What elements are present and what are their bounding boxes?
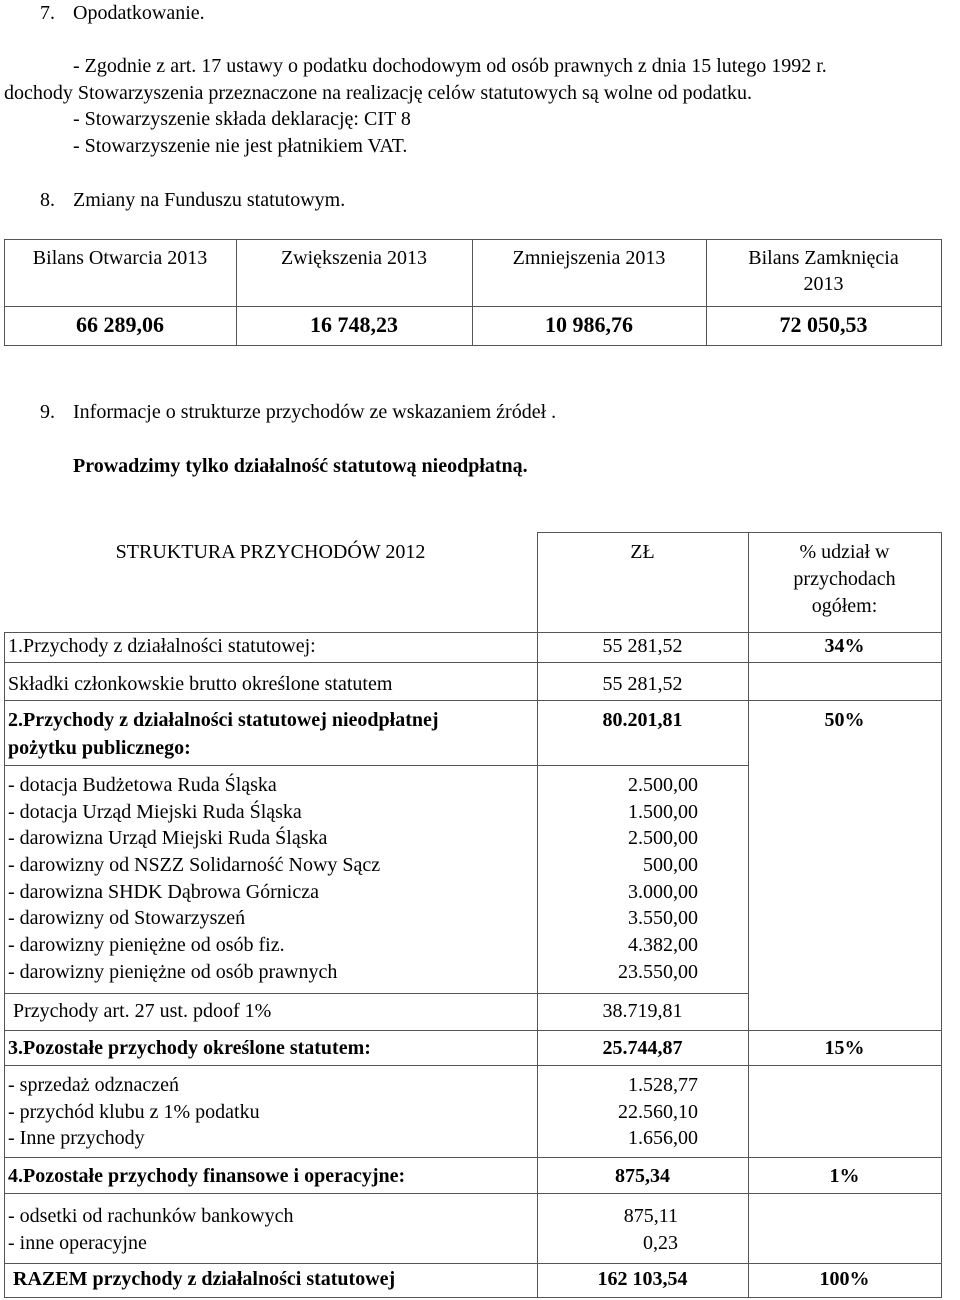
group-3-item-label: - Inne przychody [8, 1127, 145, 1150]
structure-table-line-10 [4, 1263, 942, 1264]
tax-paragraph-line-2: dochody Stowarzyszenia przeznaczone na realizację celów statutowych są wolne od podatku. [4, 82, 753, 104]
group-3-label: 3.Pozostałe przychody określone statutem: [8, 1037, 371, 1059]
group-1-item-amount: 55 281,52 [602, 673, 683, 695]
fund-value-closing: 72 050,53 [779, 312, 868, 337]
group-4-items-labels [8, 1203, 294, 1256]
section-7-number: 7. [40, 2, 55, 24]
group-2-item-label: - dotacja Budżetowa Ruda Śląska [8, 774, 277, 796]
group-2-item-label: - darowizna SHDK Dąbrowa Górnicza [8, 880, 319, 903]
structure-table-border-bottom [4, 1297, 942, 1298]
fund-table-border-mid [4, 306, 942, 307]
fund-value-opening: 66 289,06 [76, 312, 164, 337]
structure-header-share-line-2: przychodach [793, 568, 896, 590]
section-8-heading: Zmiany na Funduszu statutowym. [73, 189, 346, 211]
section-8-number: 8. [40, 189, 55, 211]
group-2-item-amount: 4.382,00 [628, 934, 698, 957]
section-9-heading: Informacje o strukturze przychodów ze wskazaniem źródeł . [73, 401, 557, 423]
fund-header-decreases: Zmniejszenia 2013 [512, 247, 666, 269]
section-9-subheading: Prowadzimy tylko działalność statutową nieodpłatną. [73, 455, 528, 477]
total-amount: 162 103,54 [597, 1268, 688, 1290]
fund-header-opening: Bilans Otwarcia 2013 [32, 247, 208, 269]
group-2-item-amount: 2.500,00 [628, 827, 698, 850]
section-9-number: 9. [40, 401, 55, 423]
section-7-heading: Opodatkowanie. [73, 2, 205, 24]
group-2-items-labels [8, 772, 380, 986]
total-share: 100% [819, 1268, 870, 1290]
fund-header-closing-year: 2013 [803, 273, 844, 295]
group-2-extra-amount: 38.719,81 [602, 1000, 683, 1022]
structure-table-border-top [537, 532, 942, 533]
fund-table-border-right [941, 239, 942, 346]
group-3-share: 15% [824, 1037, 865, 1059]
structure-table-line-9 [4, 1193, 942, 1194]
structure-table-line-4 [4, 765, 748, 766]
fund-value-decreases: 10 986,76 [545, 312, 633, 337]
fund-header-increases: Zwiększenia 2013 [280, 247, 428, 269]
fund-table-border-top [4, 239, 942, 240]
group-4-item-label: - odsetki od rachunków bankowych [8, 1205, 294, 1227]
structure-table-line-2 [4, 662, 942, 663]
group-4-item-amount: 0,23 [643, 1231, 678, 1254]
structure-header-title: STRUKTURA PRZYCHODÓW 2012 [115, 541, 426, 563]
group-3-items-amounts [560, 1072, 698, 1152]
group-2-share: 50% [824, 709, 865, 731]
group-2-item-label: - dotacja Urząd Miejski Ruda Śląska [8, 800, 302, 823]
group-1-label: 1.Przychody z działalności statutowej: [8, 635, 316, 657]
structure-table-line-6 [4, 1030, 942, 1031]
group-2-extra-label: Przychody art. 27 ust. pdoof 1% [13, 1000, 272, 1022]
group-2-item-amount: 23.550,00 [618, 960, 698, 983]
tax-paragraph-line-1: - Zgodnie z art. 17 ustawy o podatku dochodowym od osób prawnych z dnia 15 lutego 1992 r. [73, 55, 827, 77]
group-3-item-label: - przychód klubu z 1% podatku [8, 1100, 260, 1123]
group-2-item-label: - darowizny od Stowarzyszeń [8, 907, 246, 930]
structure-header-amount: ZŁ [630, 541, 655, 563]
structure-table-line-1 [4, 632, 942, 633]
group-2-item-amount: 3.550,00 [628, 907, 698, 930]
group-3-item-amount: 22.560,10 [618, 1100, 698, 1123]
fund-table-border-bottom [4, 345, 942, 346]
group-2-item-label: - darowizny od NSZZ Solidarność Nowy Sącz [8, 854, 381, 877]
group-2-item-label: - darowizny pieniężne od osób prawnych [8, 960, 338, 983]
group-3-item-label: - sprzedaż odznaczeń [8, 1074, 179, 1096]
group-4-share: 1% [829, 1165, 860, 1187]
group-2-item-amount: 3.000,00 [628, 880, 698, 903]
group-4-item-label: - inne operacyjne [8, 1231, 147, 1254]
total-label: RAZEM przychody z działalności statutowej [13, 1268, 396, 1290]
group-4-items-amounts [560, 1203, 678, 1256]
group-2-item-label: - darowizna Urząd Miejski Ruda Śląska [8, 827, 328, 850]
fund-value-increases: 16 748,23 [310, 312, 398, 337]
group-2-item-amount: 500,00 [643, 854, 698, 877]
group-1-share: 34% [824, 635, 865, 657]
group-3-item-amount: 1.528,77 [628, 1074, 698, 1096]
structure-table-line-8 [4, 1157, 942, 1158]
group-2-items-amounts [560, 772, 698, 986]
group-2-amount: 80.201,81 [602, 709, 683, 731]
structure-table-line-7 [4, 1065, 942, 1066]
group-2-label-line-2: pożytku publicznego: [8, 737, 191, 759]
group-2-label-line-1: 2.Przychody z działalności statutowej nieodpłatnej [8, 709, 439, 731]
structure-header-share-line-3: ogółem: [811, 595, 878, 617]
group-1-amount: 55 281,52 [602, 635, 683, 657]
group-2-item-amount: 2.500,00 [628, 774, 698, 796]
group-1-item-label: Składki członkowskie brutto określone statutem [8, 673, 393, 695]
tax-paragraph-line-4: - Stowarzyszenie nie jest płatnikiem VAT. [73, 135, 408, 157]
group-3-items-labels [8, 1072, 260, 1152]
group-4-label: 4.Pozostałe przychody finansowe i operacyjne: [8, 1165, 406, 1187]
fund-header-closing: Bilans Zamknięcia [748, 247, 899, 269]
group-2-item-label: - darowizny pieniężne od osób fiz. [8, 934, 285, 957]
tax-paragraph-line-3: - Stowarzyszenie składa deklarację: CIT 8 [73, 108, 411, 130]
group-4-item-amount: 875,11 [623, 1205, 678, 1227]
structure-header-share-line-1: % udział w [799, 541, 890, 563]
group-4-amount: 875,34 [615, 1165, 670, 1187]
group-2-item-amount: 1.500,00 [628, 800, 698, 823]
structure-table-line-3 [4, 700, 942, 701]
structure-table-border-right [941, 532, 942, 1298]
group-3-item-amount: 1.656,00 [628, 1127, 698, 1150]
structure-table-line-5 [4, 993, 748, 994]
structure-table-border-left [4, 632, 5, 1298]
group-3-amount: 25.744,87 [602, 1037, 683, 1059]
